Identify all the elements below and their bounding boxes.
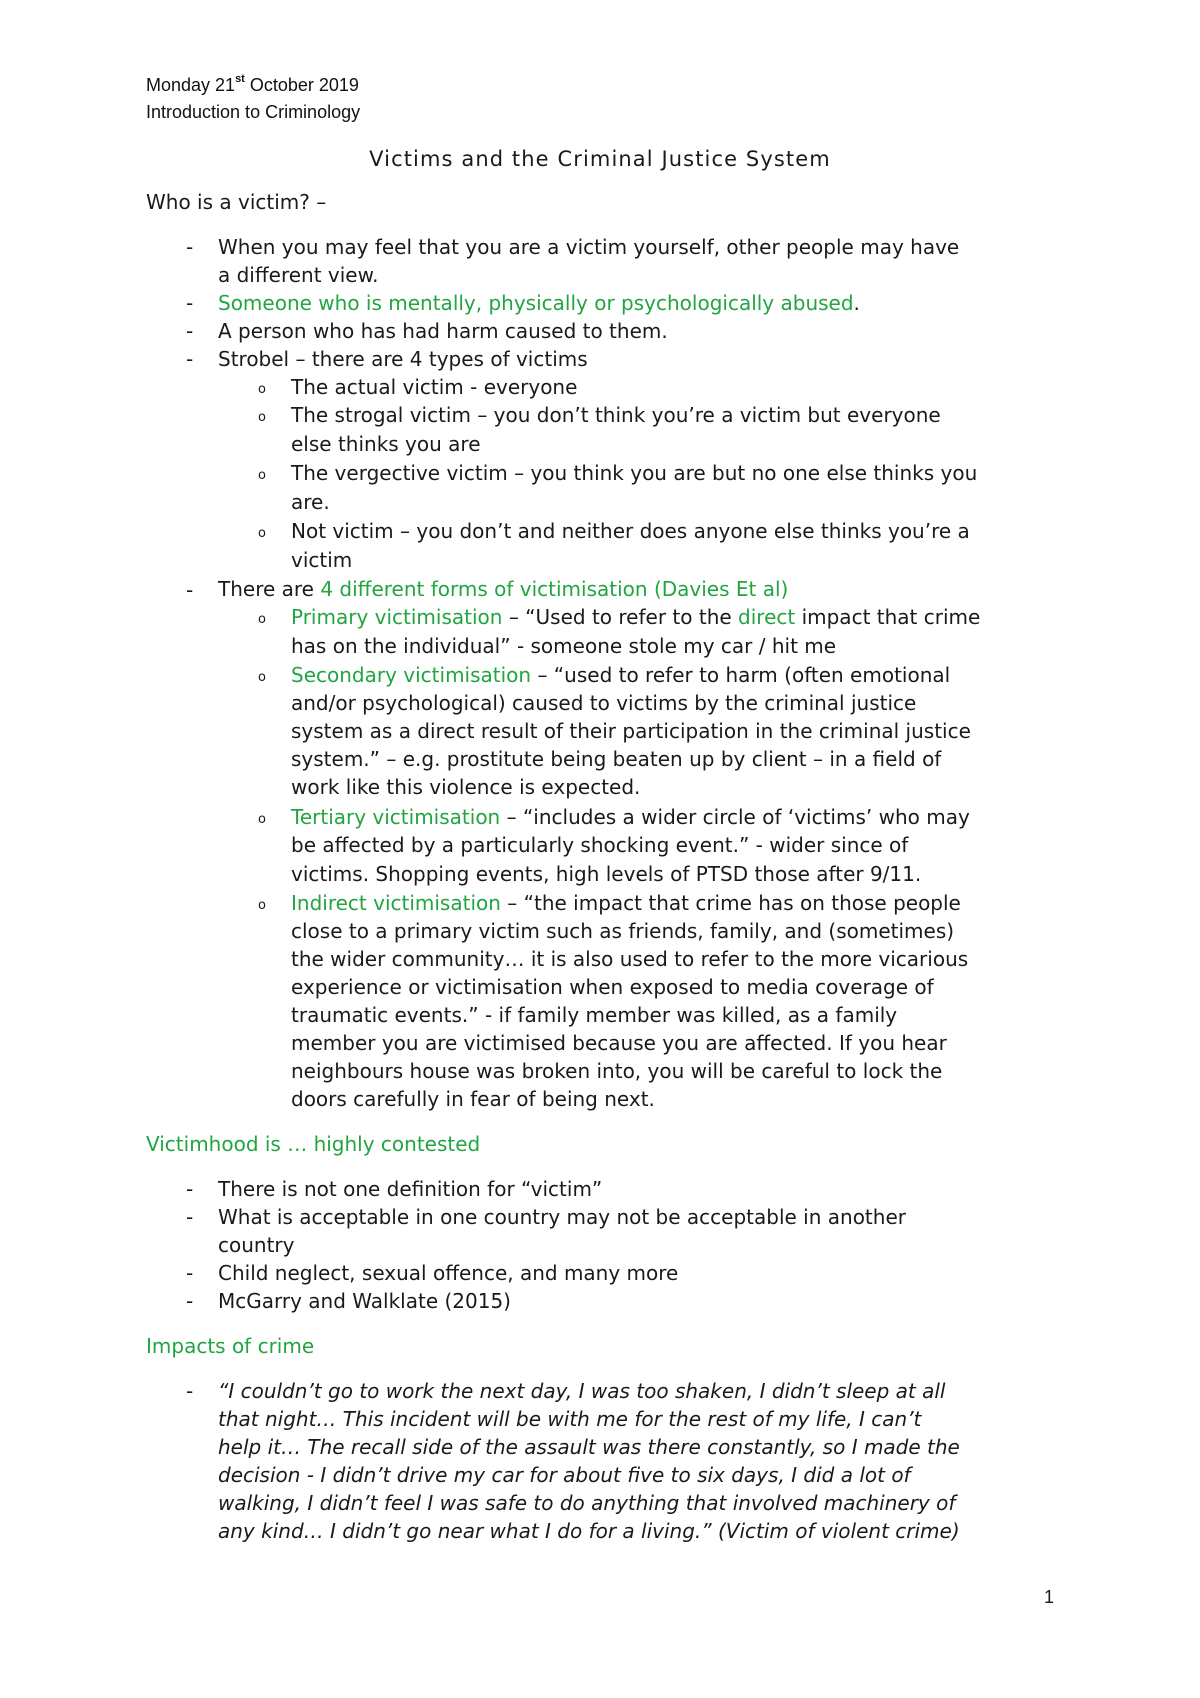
text-line: victim (291, 548, 353, 572)
list-dash: - (186, 1379, 194, 1403)
text-line: experience or victimisation when exposed to media coverage of (291, 975, 934, 999)
list-dash: - (186, 1261, 194, 1285)
list-dash: - (186, 235, 194, 259)
text-line: There is not one definition for “victim” (218, 1177, 603, 1201)
text-line: Not victim – you don’t and neither does anyone else thinks you’re a (291, 519, 970, 543)
text-line: Strobel – there are 4 types of victims (218, 347, 588, 371)
text-line: McGarry and Walklate (2015) (218, 1289, 511, 1313)
text-line: Primary victimisation – “Used to refer to the direct impact that crime (291, 605, 981, 629)
list-dash: - (186, 1177, 194, 1201)
list-bullet: o (258, 812, 266, 827)
text-line: Tertiary victimisation – “includes a wider circle of ‘victims’ who may (291, 805, 970, 829)
list-bullet: o (258, 526, 266, 541)
text-line: neighbours house was broken into, you will be careful to lock the (291, 1059, 943, 1083)
text-line: country (218, 1233, 295, 1257)
text-line: Secondary victimisation – “used to refer to harm (often emotional (291, 663, 951, 687)
list-bullet: o (258, 410, 266, 425)
text-line: A person who has had harm caused to them. (218, 319, 668, 343)
text-line: Child neglect, sexual offence, and many more (218, 1261, 679, 1285)
text-line: doors carefully in fear of being next. (291, 1087, 655, 1111)
page-number: 1 (1044, 1587, 1055, 1607)
text-line: member you are victimised because you are affected. If you hear (291, 1031, 947, 1055)
heading-victimhood: Victimhood is … highly contested (146, 1132, 481, 1156)
text-line: work like this violence is expected. (291, 775, 641, 799)
text-line: the wider community… it is also used to refer to the more vicarious (291, 947, 969, 971)
text-line: There are 4 different forms of victimisation (Davies Et al) (218, 577, 789, 601)
heading-impacts: Impacts of crime (146, 1334, 315, 1358)
list-bullet: o (258, 612, 266, 627)
text-line: When you may feel that you are a victim yourself, other people may have (218, 235, 960, 259)
list-bullet: o (258, 670, 266, 685)
quote-line: that night… This incident will be with me for the rest of my life, I can’t (218, 1407, 922, 1431)
header-date: Monday 21st October 2019 (146, 73, 359, 95)
list-bullet: o (258, 898, 266, 913)
list-bullet: o (258, 382, 266, 397)
list-bullet: o (258, 468, 266, 483)
header-course: Introduction to Criminology (146, 102, 361, 122)
page-title: Victims and the Criminal Justice System (369, 147, 831, 171)
text-line: else thinks you are (291, 432, 481, 456)
quote-line: walking, I didn’t feel I was safe to do anything that involved machinery of (218, 1491, 956, 1515)
text-line: has on the individual” - someone stole my car / hit me (291, 634, 837, 658)
list-dash: - (186, 291, 194, 315)
text-line: The actual victim - everyone (291, 375, 578, 399)
text-line: are. (291, 490, 330, 514)
quote-line: any kind… I didn’t go near what I do for a living.” (Victim of violent crime) (218, 1519, 960, 1543)
text-line: The vergective victim – you think you are but no one else thinks you (291, 461, 978, 485)
list-dash: - (186, 578, 194, 602)
text-line: system as a direct result of their participation in the criminal justice (291, 719, 971, 743)
list-dash: - (186, 319, 194, 343)
text-line: Indirect victimisation – “the impact that crime has on those people (291, 891, 961, 915)
question-who-is-victim: Who is a victim? – (146, 190, 327, 214)
text-line: Someone who is mentally, physically or psychologically abused. (218, 291, 860, 315)
text-line: system.” – e.g. prostitute being beaten up by client – in a field of (291, 747, 942, 771)
text-line: victims. Shopping events, high levels of PTSD those after 9/11. (291, 862, 922, 886)
text-line: The strogal victim – you don’t think you’re a victim but everyone (291, 403, 941, 427)
list-dash: - (186, 1289, 194, 1313)
text-line: What is acceptable in one country may not be acceptable in another (218, 1205, 906, 1229)
text-line: a different view. (218, 263, 379, 287)
quote-line: decision - I didn’t drive my car for about five to six days, I did a lot of (218, 1463, 911, 1487)
text-line: and/or psychological) caused to victims by the criminal justice (291, 691, 917, 715)
quote-line: “I couldn’t go to work the next day, I was too shaken, I didn’t sleep at all (218, 1379, 946, 1403)
text-line: traumatic events.” - if family member was killed, as a family (291, 1003, 898, 1027)
list-dash: - (186, 1205, 194, 1229)
text-line: close to a primary victim such as friends, family, and (sometimes) (291, 919, 955, 943)
text-line: be affected by a particularly shocking event.” - wider since of (291, 833, 909, 857)
list-dash: - (186, 347, 194, 371)
quote-line: help it… The recall side of the assault was there constantly, so I made the (218, 1435, 960, 1459)
